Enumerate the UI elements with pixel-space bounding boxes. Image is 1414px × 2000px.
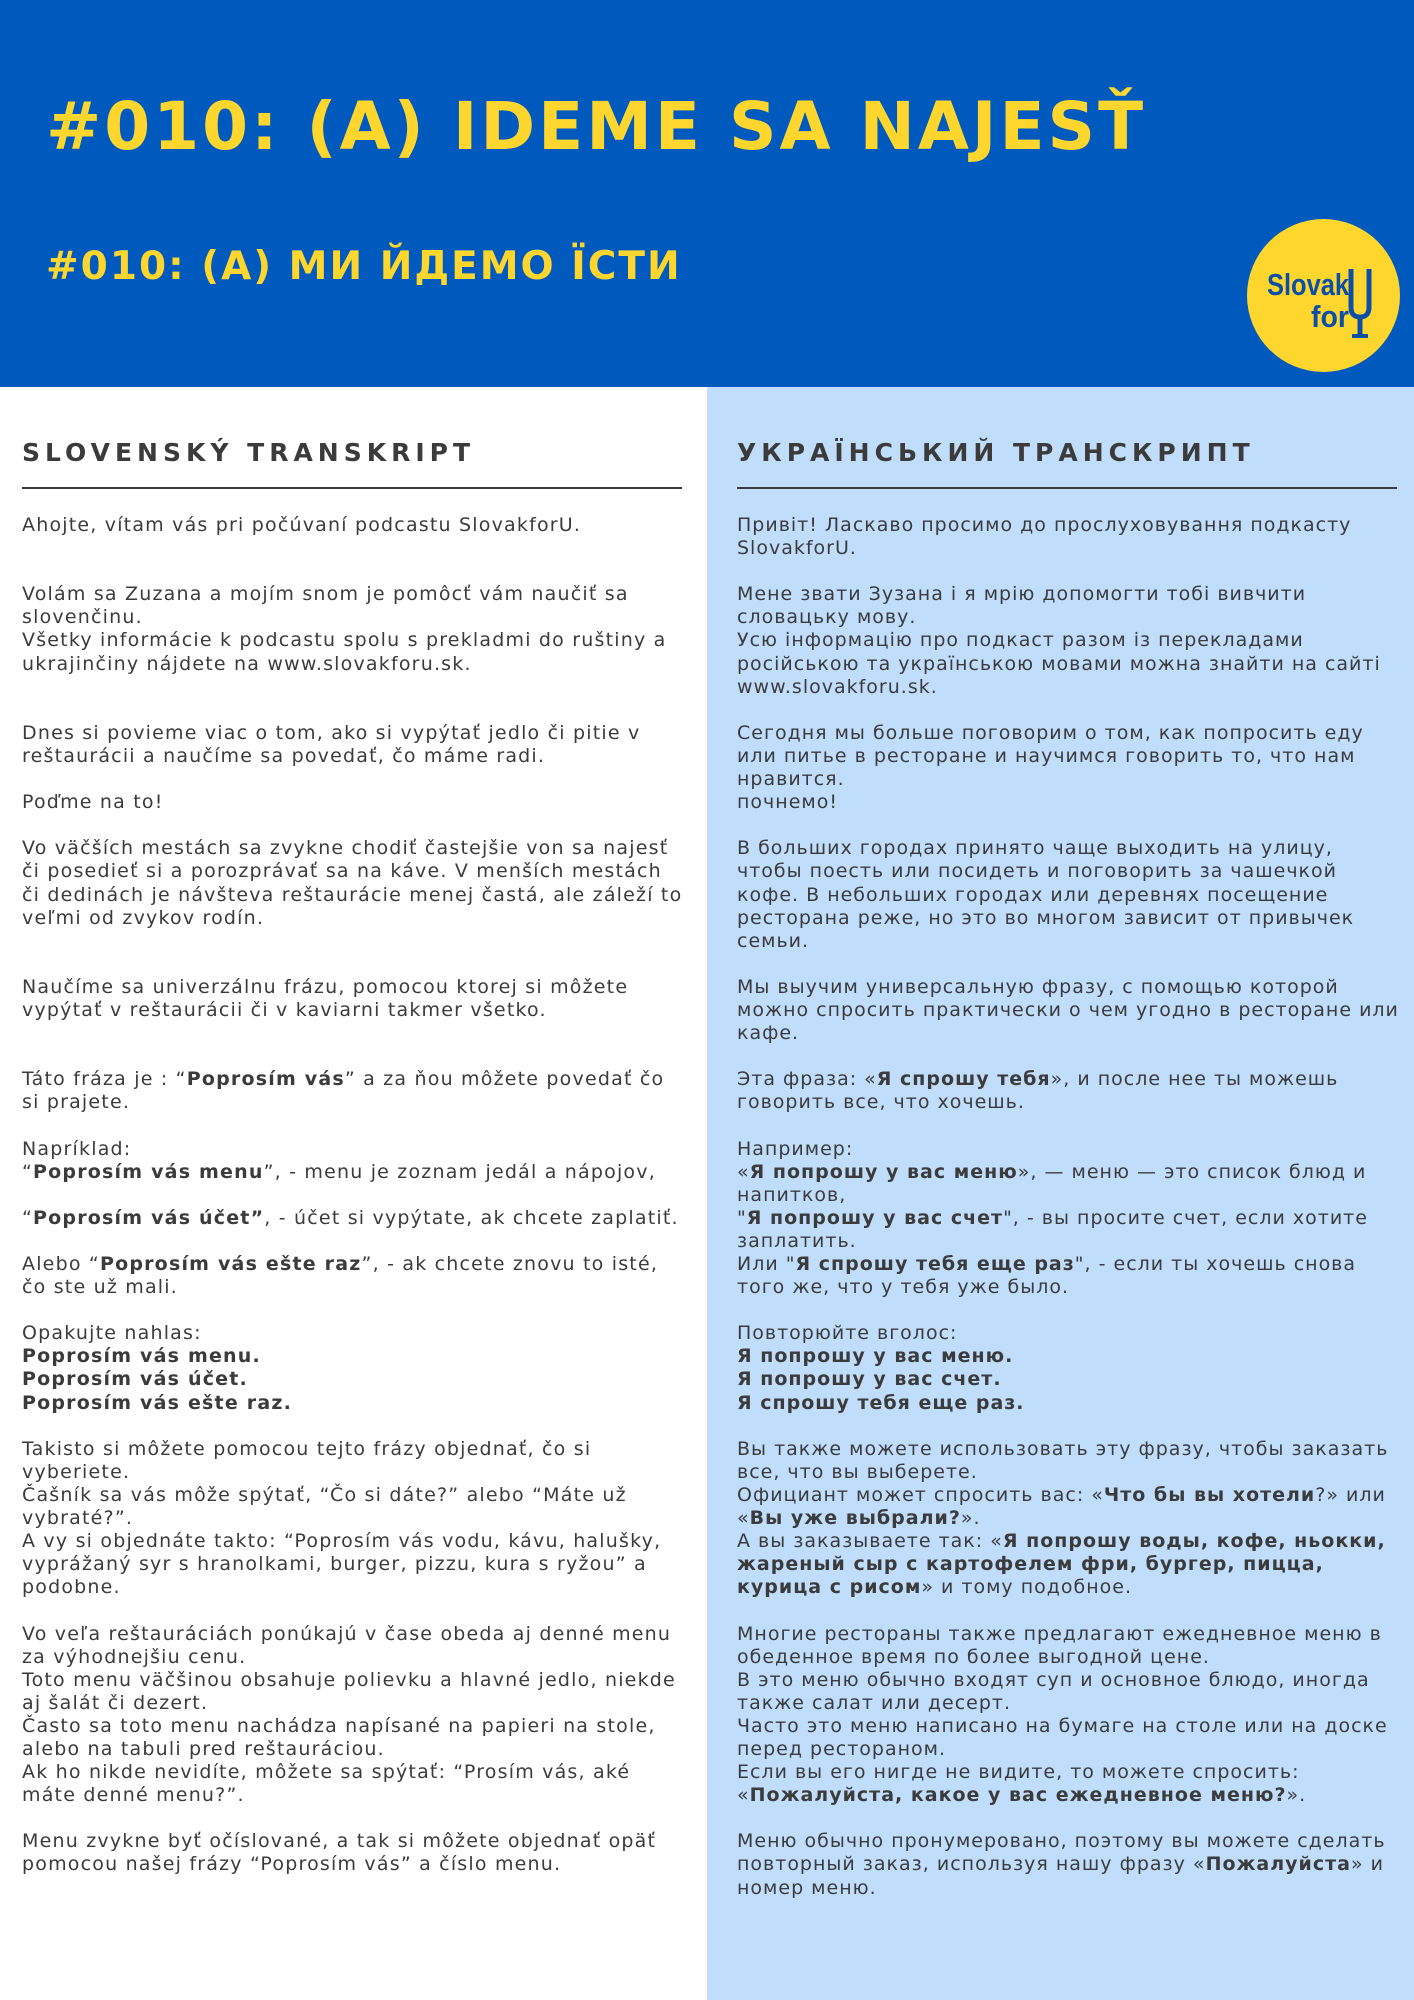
divider [22, 487, 682, 489]
paragraph: Вы также можете использовать эту фразу, чтобы заказать все, что вы выберете. [737, 1437, 1389, 1483]
paragraph: Ak ho nikde nevidíte, môžete sa spýtať: “Prosím vás, aké máte denné menu?”. [22, 1761, 631, 1807]
paragraph: Naučíme sa univerzálnu frázu, pomocou ktorej si môžete vypýtať v reštaurácii či v kaviarni takmer všetko. [22, 975, 629, 1021]
logo-word-for: for [1311, 299, 1349, 334]
paragraph: Menu zvykne byť očíslované, a tak si môžete objednať opäť pomocou našej frázy “Poprosím vás” a číslo menu. [22, 1830, 657, 1876]
paragraph: Повторюйте вголос: [737, 1322, 958, 1345]
paragraph: Эта фраза: «Я спрошу тебя», и после нее ты можешь говорить все, что хочешь. [737, 1068, 1339, 1114]
paragraph: Alebo “Poprosím vás ešte raz”, - ak chcete znovu to isté, čo ste už mali. [22, 1253, 659, 1299]
title-ukrainian: #010: (А) МИ ЙДЕМО ЇСТИ [46, 244, 682, 289]
paragraph: Ahojte, vítam vás pri počúvaní podcastu SlovakforU. [22, 514, 582, 536]
paragraph: Poprosím vás ešte raz. [22, 1391, 293, 1414]
divider [737, 487, 1397, 489]
paragraph: Усю інформацію про подкаст разом із перекладами російською та українською мовами можна знайти на сайті www.slovakforu.sk. [737, 629, 1381, 698]
paragraph: “Poprosím vás účet”, - účet si vypýtate, ak chcete zaplatiť. [22, 1206, 679, 1229]
paragraph: Volám sa Zuzana a mojím snom je pomôcť vám naučiť sa slovenčinu. [22, 583, 629, 629]
paragraph: Často sa toto menu nachádza napísané na papieri na stole, alebo na tabuli pred reštauráciou. [22, 1714, 656, 1760]
paragraph: Takisto si môžete pomocou tejto frázy objednať, čo si vyberiete. [22, 1437, 592, 1483]
paragraph: Poprosím vás účet. [22, 1368, 248, 1391]
title-slovak: #010: (A) IDEME SA NAJESŤ [46, 88, 1147, 165]
slovak-transcript-body [22, 514, 684, 1877]
paragraph: Toto menu väčšinou obsahuje polievku a hlavné jedlo, niekde aj šalát či dezert. [22, 1668, 676, 1714]
paragraph: Táto fráza je : “Poprosím vás” a za ňou môžete povedať čo si prajete. [22, 1068, 665, 1114]
paragraph: Vo väčších mestách sa zvykne chodiť častejšie von sa najesť či posedieť si a porozprávať sa na káve. V menších mestách či dedinách je návšteva reštaurácie menej častá, ale záleží to veľmi od zvykov rodín. [22, 837, 683, 929]
paragraph: Opakujte nahlas: [22, 1322, 202, 1345]
paragraph: Или "Я спрошу тебя еще раз", - если ты хочешь снова того же, что у тебя уже было. [737, 1253, 1357, 1299]
slovak-transcript-heading: SLOVENSKÝ TRANSKRIPT [22, 438, 476, 467]
logo-word-slovak: Slovak [1267, 267, 1350, 302]
paragraph: Мы выучим универсальную фразу, с помощью которой можно спросить практически о чем угодно в ресторане или кафе. [737, 975, 1399, 1045]
paragraph: Vo veľa reštauráciách ponúkajú v čase obeda aj denné menu za výhodnejšiu cenu. [22, 1622, 672, 1668]
paragraph: Dnes si povieme viac o tom, ako si vypýtať jedlo či pitie v reštaurácii a naučíme sa povedať, čo máme radi. [22, 721, 641, 767]
paragraph: Официант может спросить вас: «Что бы вы хотели?» или «Вы уже выбрали?». [737, 1483, 1386, 1530]
paragraph: “Poprosím vás menu”, - menu je zoznam jedál a nápojov, [22, 1160, 656, 1183]
paragraph: Часто это меню написано на бумаге на столе или на доске перед рестораном. [737, 1714, 1388, 1760]
paragraph: A vy si objednáte takto: “Poprosím vás vodu, kávu, halušky, vyprážaný syr s hranolkami, burger, pizzu, kura s ryžou” a podobne. [22, 1530, 662, 1599]
header-banner [0, 0, 1414, 387]
paragraph: "Я попрошу у вас счет", - вы просите счет, если хотите заплатить. [737, 1206, 1368, 1252]
paragraph: В больших городах принято чаще выходить на улицу, чтобы поесть или посидеть и поговорить за чашечкой кофе. В небольших городах или деревнях посещение ресторана реже, но это во многом зависит от привычек семьи. [737, 837, 1355, 952]
paragraph: Я попрошу у вас счет. [737, 1368, 1002, 1391]
ukrainian-transcript-heading: УКРАЇНСЬКИЙ ТРАНСКРИПТ [737, 438, 1255, 467]
paragraph: Меню обычно пронумеровано, поэтому вы можете сделать повторный заказ, используя нашу фразу «Пожалуйста» и номер меню. [737, 1830, 1386, 1899]
paragraph: В это меню обычно входят суп и основное блюдо, иногда также салат или десерт. [737, 1668, 1370, 1714]
paragraph: Если вы его нигде не видите, то можете спросить: «Пожалуйста, какое у вас ежедневное меню?». [737, 1761, 1307, 1807]
paragraph: Мене звати Зузана і я мрію допомогти тобі вивчити словацьку мову. [737, 583, 1307, 629]
paragraph: Привіт! Ласкаво просимо до прослуховування подкасту SlovakforU. [737, 514, 1352, 560]
slovakforu-logo [1247, 219, 1400, 372]
paragraph: Poprosím vás menu. [22, 1345, 261, 1368]
paragraph: Napríklad: [22, 1137, 132, 1160]
paragraph: «Я попрошу у вас меню», — меню — это список блюд и напитков, [737, 1160, 1367, 1206]
paragraph: Poďme na to! [22, 791, 164, 814]
paragraph: А вы заказываете так: «Я попрошу воды, кофе, ньокки, жареный сыр с картофелем фри, бургер, пицца, курица с рисом» и тому подобное. [737, 1530, 1386, 1599]
paragraph: Например: [737, 1137, 854, 1160]
paragraph: Я спрошу тебя еще раз. [737, 1391, 1025, 1414]
paragraph: Многие рестораны также предлагают ежедневное меню в обеденное время по более выгодной цене. [737, 1622, 1382, 1668]
paragraph: Všetky informácie k podcastu spolu s prekladmi do ruštiny a ukrajinčiny nájdete na www.slovakforu.sk. [22, 629, 667, 675]
ukrainian-transcript-body [737, 514, 1399, 1900]
fork-u-icon [1351, 269, 1369, 336]
paragraph: Čašník sa vás môže spýtať, “Čo si dáte?” alebo “Máte už vybraté?”. [22, 1483, 627, 1530]
paragraph: почнемо! [737, 791, 838, 814]
logo-mark [1247, 219, 1400, 372]
paragraph: Сегодня мы больше поговорим о том, как попросить еду или питье в ресторане и научимся говорить то, что нам нравится. [737, 721, 1364, 791]
paragraph: Я попрошу у вас меню. [737, 1345, 1014, 1368]
